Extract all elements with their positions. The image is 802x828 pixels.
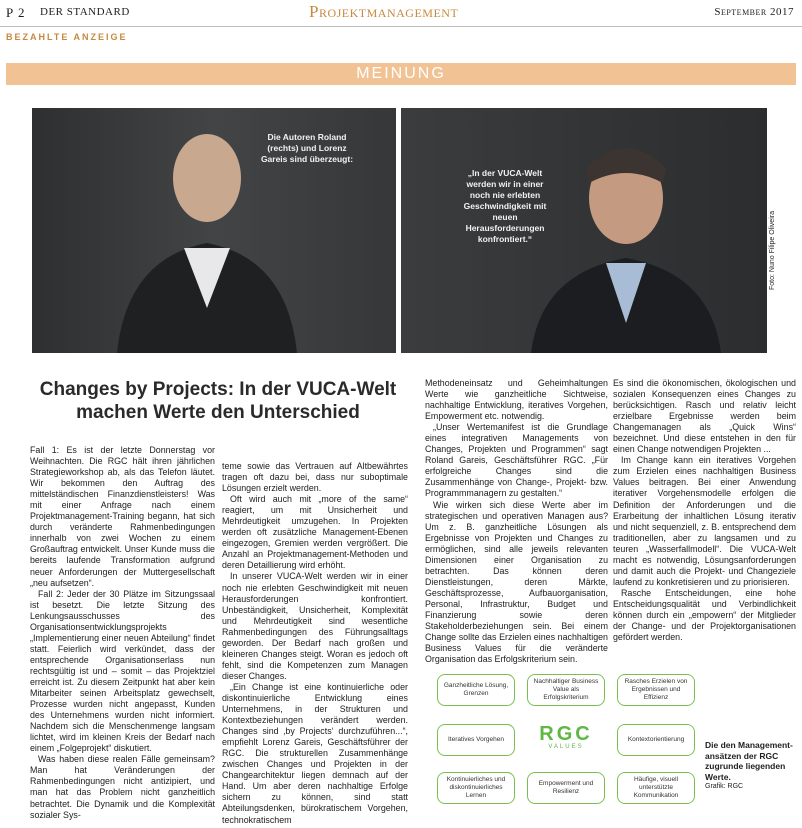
value-box: Rasches Erzielen von Ergebnissen und Effizienz [617, 674, 695, 706]
paragraph: Oft wird auch mit „more of the same“ reagiert, um mit Unsicherheit und Mehrdeutigkeit umzugehen. In Projekten werden oft zusätzliche Management-Ebenen eingezogen, Gremien werden vergrößert. Die Anzahl an Projektmanagement-Methoden und deren Detaillierung wird erhöht. [222, 494, 408, 571]
paragraph: „Ein Change ist eine kontinuierliche oder diskontinuierliche Entwicklung eines Unternehmens, in der Strukturen und Kontextbeziehungen verändert werden. Changes sind ‚by Projects‘ durchzuführen...“, empfiehlt Lorenz Gareis, Geschäftsführer der RGC. Die strukturellen Zusammenhänge zwischen Changes und Projekten in der Changearchitektur liegen demnach auf der Hand. Um aber deren nachhaltige Erfolge sichern zu können, sind statt Abteilungsdenken, bürokratischem Vorgehen, technokratischem [222, 681, 408, 825]
paragraph: Fall 1: Es ist der letzte Donnerstag vor Weihnachten. Die RGC hält ihren jährlichen Strategieworkshop ab, als das Telefon läutet. Wir bekommen den Auftrag des mittelständischen Finanzdienstleisters! Was mit einer Anfrage nach einem Projektmanagement-Training begann, hat sich durch veränderte Rahmenbedingungen innerhalb von zwei Wochen zu einem Großauftrag entwickelt. Unser Kunde muss die bereits laufende Transformation aufgrund neuer Anforderungen der Muttergesellschaft „neu aufsetzen“. [30, 445, 215, 588]
value-box: Iteratives Vorgehen [437, 724, 515, 756]
issue-date: September 2017 [714, 6, 794, 18]
paragraph: Methodeneinsatz und Geheimhaltungen Werte wie ganzheitliche Sichtweise, nachhaltige Entwicklung, iteratives Vorgehen, Empowerment etc. notwendig. [425, 378, 608, 422]
graphic-caption-text: Die den Management-ansätzen der RGC zugrunde liegenden Werte. [705, 740, 793, 782]
text-column-1 [30, 445, 215, 825]
graphic-credit: Grafik: RGC [705, 783, 744, 790]
paragraph: In unserer VUCA-Welt werden wir in einer noch nie erlebten Geschwindigkeit mit neuen Herausforderungen konfrontiert. Unbeständigkeit, Unsicherheit, Komplexität und Mehrdeutigkeit sind wesentliche Rahmenbedingungen des Führungsalltags geworden. Der Bedarf nach großen und kleineren Changes steigt. Woran es jedoch oft fehlt, sind die Kompetenzen zum Managen dieser Changes. [222, 571, 408, 681]
value-box: Häufige, visuell unterstützte Kommunikation [617, 772, 695, 804]
headline: Changes by Projects: In der VUCA-Welt machen Werte den Unterschied [39, 379, 397, 423]
text-column-2 [222, 461, 408, 825]
author-photo-right [401, 108, 767, 353]
rgc-values-logo [531, 724, 601, 750]
paragraph: Rasche Entscheidungen, eine hohe Entscheidungsqualität und Verbindlichkeit können durch ein „empowern“ der Mitglieder der Change- und der Projektorganisationen gefördert werden. [613, 587, 796, 643]
paid-ad-label: BEZAHLTE ANZEIGE [6, 32, 128, 42]
logo-subtext: VALUES [548, 744, 584, 750]
paragraph: Fall 2: Jeder der 30 Plätze im Sitzungssaal ist besetzt. Die letzte Sitzung des Lenkungsausschusses des Organisationsentwicklungsprojekts „Implementierung einer neuen Abteilung“ findet statt. Feierlich wird verkündet, dass der entsprechende Organisationserlass nun rechtsgültig ist und – somit – das Projektziel erreicht ist. Zu diesem Zeitpunkt hat aber kein Mitarbeiter seinen Arbeitsplatz gewechselt, Prozesse wurden nicht angepasst, Kunden des Unternehmens wurden nicht informiert. Nachdem sich die Menschenmenge langsam lichtet, wird im kleinen Kreis der Bedarf nach einem „Folgeprojekt“ diskutiert. [30, 588, 215, 754]
value-box: Nachhaltiger Business Value als Erfolgskriterium [527, 674, 605, 706]
opinion-band [6, 63, 796, 85]
text-column-4 [613, 378, 796, 658]
newspaper-name: DER STANDARD [40, 6, 130, 18]
graphic-caption [705, 740, 797, 793]
author-photo-left [32, 108, 396, 353]
paragraph: Im Change kann ein iteratives Vorgehen zum Erzielen eines nachhaltigen Business Values beitragen. Bei einer Anwendung iterativer Vorgehensmodelle erfolgen die Definition der Anforderungen und die Erarbeitung der inhaltlichen Lösung iterativ und nicht sequenziell, z. B. entsprechend dem traditionellen, aber zu langsamen und zu teuren „Wasserfallmodell“. Die VUCA-Welt macht es notwendig, Lösungsanforderungen und damit auch die Projekt- und Changeziele laufend zu konkretisieren und zu priorisieren. [613, 455, 796, 587]
paragraph: „Unser Wertemanifest ist die Grundlage eines integrativen Managements von Changes, Projekten und Programmen“ sagt Roland Gareis, Geschäftsführer RGC. „Für erfolgreiche Changes sind die Zusammenhänge von Change-, Projekt- bzw. Programmmanagern zu gestalten.“ [425, 422, 608, 499]
value-box: Empowerment und Resilienz [527, 772, 605, 804]
paragraph: teme sowie das Vertrauen auf Altbewährtes tragen oft dazu bei, dass nur suboptimale Lösungen erzielt werden. [222, 461, 408, 494]
person-silhouette-right [401, 108, 767, 353]
photo-caption-left: Die Autoren Roland (rechts) und Lorenz Gareis sind überzeugt: [260, 132, 354, 164]
text-column-3 [425, 378, 608, 665]
paragraph: Wie wirken sich diese Werte aber im strategischen und operativen Managen aus? Um z. B. ganzheitliche Lösungen als Ergebnisse von Projekten und Changes zu ermöglichen, sind alle jeweils relevanten Dimensionen einer Organisation zu betrachten. Das können deren Dienstleistungen, deren Märkte, Geschäftsprozesse, Aufbauorganisation, Personal, Infrastruktur, Budget und Finanzierung sowie deren Stakeholderbeziehungen sein. Bei einem Change sollte das Erzielen eines nachhaltigen Business Values für die veränderte Organisation das Erfolgskriterium sein. [425, 499, 608, 665]
value-box: Kontextorientierung [617, 724, 695, 756]
section-title: Projektmanagement [309, 2, 459, 21]
page-header [0, 0, 802, 27]
photo-credit: Foto: Nuno Filipe Oliveira [769, 211, 776, 290]
page-number: P 2 [6, 5, 26, 20]
opinion-band-label: MEINUNG [356, 65, 446, 82]
photo-caption-right: „In der VUCA-Welt werden wir in einer noch nie erlebten Geschwindigkeit mit neuen Herausforderungen konfrontiert.“ [463, 168, 547, 244]
logo-text: RGC [539, 723, 593, 745]
rgc-values-graphic [431, 668, 701, 810]
paragraph: Was haben diese realen Fälle gemeinsam? Man hat Veränderungen der Rahmenbedingungen nicht antizipiert, und man hat das Problem nicht ganzheitlich betrachtet. Die Dynamik und die Komplexität sozialer Sys- [30, 754, 215, 820]
value-box: Ganzheitliche Lösung, Grenzen [437, 674, 515, 706]
value-box: Kontinuierliches und diskontinuierliches Lernen [437, 772, 515, 804]
paragraph: Es sind die ökonomischen, ökologischen und sozialen Konsequenzen eines Changes zu berücksichtigen. Rasch und relativ leicht erzielbare Ergebnisse werden beim Changemanagen als „Quick Wins“ bezeichnet. Und diese entstehen in den für einen Change notwendigen Projekten ... [613, 378, 796, 455]
